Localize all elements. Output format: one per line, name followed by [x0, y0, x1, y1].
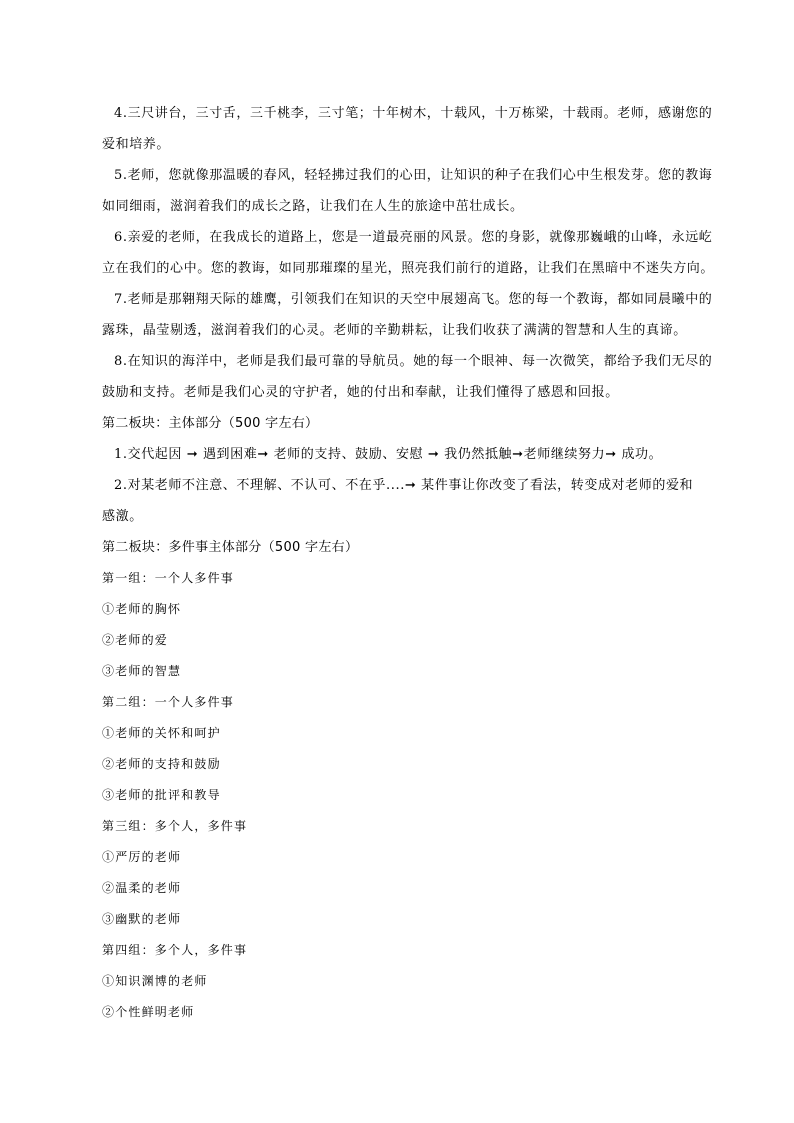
paragraph-8-line-1: 8.在知识的海洋中，老师是我们最可靠的导航员。她的每一个眼神、每一次微笑，都给予我们无尽的: [114, 354, 713, 369]
section-1-item-2-line-1: 2.对某老师不注意、不理解、不认可、不在乎....➞ 某件事让你改变了看法，转变成对老师的爱和: [114, 478, 694, 493]
group-item: ①知识渊博的老师: [102, 974, 208, 988]
section-1-item-1: 1.交代起因 ➞ 遇到困难➞ 老师的支持、鼓励、安慰 ➞ 我仍然抵触➞老师继续努力➞ 成功。: [114, 447, 663, 462]
group-title: 第四组：多个人，多件事: [102, 943, 248, 957]
paragraph-6-line-2: 立在我们的心中。您的教诲，如同那璀璨的星光，照亮我们前行的道路，让我们在黑暗中不迷失方向。: [102, 261, 715, 276]
section-1-heading: 第二板块：主体部分（500 字左右）: [102, 416, 319, 431]
paragraph-8: [102, 346, 722, 408]
paragraph-7: [102, 284, 722, 346]
paragraph-5: [102, 160, 722, 222]
paragraph-6-line-1: 6.亲爱的老师，在我成长的道路上，您是一道最亮丽的风景。您的身影，就像那巍峨的山峰，永远屹: [114, 230, 713, 245]
group-item: ①老师的关怀和呵护: [102, 726, 221, 740]
group-title: 第三组：多个人，多件事: [102, 819, 248, 833]
section-1-item-2-line-2: 感激。: [102, 509, 143, 524]
group-item: ①严厉的老师: [102, 850, 182, 864]
paragraph-6: [102, 222, 722, 284]
group-1: [102, 563, 722, 687]
paragraph-8-line-2: 鼓励和支持。老师是我们心灵的守护者，她的付出和奉献，让我们懂得了感恩和回报。: [102, 385, 619, 400]
group-item: ③老师的智慧: [102, 664, 182, 678]
paragraph-5-line-1: 5.老师，您就像那温暖的春风，轻轻拂过我们的心田，让知识的种子在我们心中生根发芽。您的教诲: [114, 168, 713, 183]
group-item: ②温柔的老师: [102, 881, 182, 895]
paragraph-7-line-1: 7.老师是那翱翔天际的雄鹰，引领我们在知识的天空中展翅高飞。您的每一个教诲，都如同晨曦中的: [114, 292, 713, 307]
group-4: [102, 935, 722, 1028]
paragraph-4-line-2: 爱和培养。: [102, 137, 171, 152]
document-content: [102, 98, 722, 1028]
group-2: [102, 687, 722, 811]
section-1-item-2: [102, 470, 722, 532]
paragraph-4-line-1: 4.三尺讲台，三寸舌，三千桃李，三寸笔；十年树木，十载风，十万栋梁，十载雨。老师，感谢您的: [114, 106, 713, 121]
group-item: ②老师的支持和鼓励: [102, 757, 221, 771]
group-item: ②个性鲜明老师: [102, 1005, 195, 1019]
paragraph-7-line-2: 露珠，晶莹剔透，滋润着我们的心灵。老师的辛勤耕耘，让我们收获了满满的智慧和人生的真谛。: [102, 323, 687, 338]
group-title: 第二组：一个人多件事: [102, 695, 235, 709]
paragraph-4: [102, 98, 722, 160]
group-3: [102, 811, 722, 935]
group-item: ①老师的胸怀: [102, 602, 182, 616]
section-2-heading: 第二板块：多件事主体部分（500 字左右）: [102, 540, 359, 555]
group-item: ②老师的爱: [102, 633, 169, 647]
group-item: ③幽默的老师: [102, 912, 182, 926]
group-title: 第一组：一个人多件事: [102, 571, 235, 585]
group-item: ③老师的批评和教导: [102, 788, 221, 802]
paragraph-5-line-2: 如同细雨，滋润着我们的成长之路，让我们在人生的旅途中茁壮成长。: [102, 199, 524, 214]
